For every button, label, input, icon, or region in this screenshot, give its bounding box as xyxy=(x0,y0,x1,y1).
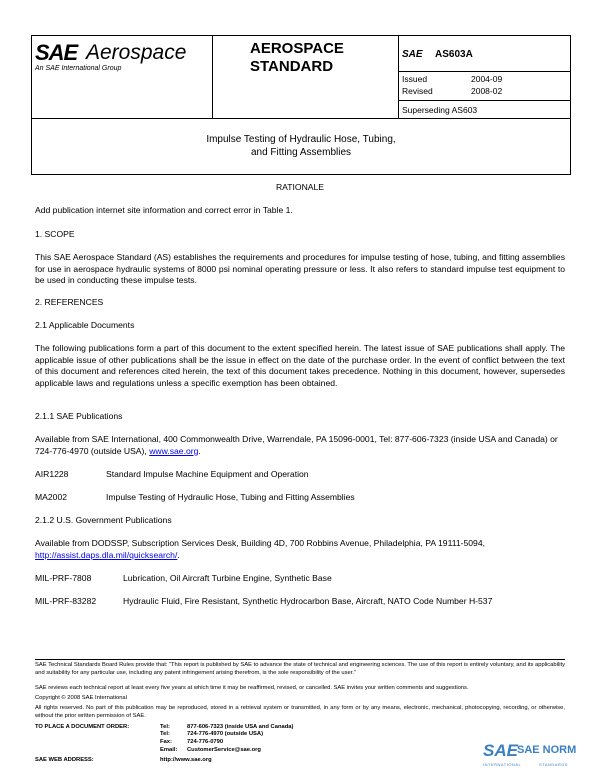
footer-review: SAE reviews each technical report at least every five years at which time it may be reaffirmed, revised, or cancelled. SAE invites your written comments and suggestions. xyxy=(35,685,469,691)
fax-label: Fax: xyxy=(160,739,172,745)
issued-label: Issued xyxy=(402,74,428,84)
reference-id: MA2002 xyxy=(35,492,68,502)
web-label: SAE WEB ADDRESS: xyxy=(35,757,94,763)
footer-divider xyxy=(35,659,565,660)
divider xyxy=(399,100,571,101)
document-title: Impulse Testing of Hydraulic Hose, Tubing, and Fitting Assemblies xyxy=(31,119,571,175)
footer-rules: SAE Technical Standards Board Rules provide that: “This report is published by SAE to advance the state of technical and engineering sciences. The use of this report is entirely voluntary, and its applicability and suitability for any particular use, including any patent infringement arising therefrom, is the sole responsibility of the user.” xyxy=(35,662,565,676)
norm-logo-norm: SAE NORM xyxy=(517,744,577,756)
reference-title: Impulse Testing of Hydraulic Hose, Tubing and Fitting Assemblies xyxy=(106,492,355,502)
gov-publications-text: Available from DODSSP, Subscription Services Desk, Building 4D, 700 Robbins Avenue, Philadelphia, PA 19111-5094, http://assist.daps.dla.mil/quicksearch/. xyxy=(35,538,486,560)
reference-id: AIR1228 xyxy=(35,469,69,479)
superseding: Superseding AS603 xyxy=(402,105,478,115)
rationale-heading: RATIONALE xyxy=(275,182,325,192)
revised-value: 2008-02 xyxy=(471,86,503,96)
standard-type-cell xyxy=(212,36,399,119)
aerospace-logo-text: Aerospace xyxy=(86,41,187,64)
issued-value: 2004-09 xyxy=(471,74,503,84)
footer-copyright: Copyright © 2008 SAE International xyxy=(35,695,127,701)
tel-value: 877-606-7323 (inside USA and Canada) xyxy=(187,724,294,730)
document-info-cell xyxy=(399,36,571,119)
gov-publications-heading: 2.1.2 U.S. Government Publications xyxy=(35,515,172,525)
norm-logo-sub1: INTERNATIONAL xyxy=(483,762,522,767)
doc-sae-mark: SAE xyxy=(402,49,423,60)
document-number: AS603A xyxy=(435,49,473,60)
norm-logo-sub2: STANDARDS xyxy=(539,762,568,767)
footer-rights: All rights reserved. No part of this publication may be reproduced, stored in a retrieval system or transmitted, in any form or by any means, electronic, mechanical, photocopying, recording, or otherwise, without the prior written permission of SAE. xyxy=(35,705,565,719)
order-label: TO PLACE A DOCUMENT ORDER: xyxy=(35,724,130,730)
references-heading: 2. REFERENCES xyxy=(35,297,104,307)
applicable-text: The following publications form a part of this document to the extent specified herein. The latest issue of SAE publications shall apply. The applicable issue of other publications shall be the issue in effect on the date of the purchase order. In the event of conflict between the text of this document and references cited herein, the text of this document takes precedence. Nothing in this document, however, supersedes applicable laws and regulations unless a specific exemption has been obtained. xyxy=(35,343,565,388)
assist-link[interactable]: http://assist.daps.dla.mil/quicksearch/ xyxy=(35,549,178,560)
tel-label: Tel: xyxy=(160,724,170,730)
divider xyxy=(399,71,571,72)
logo-subtitle: An SAE International Group xyxy=(35,65,122,72)
reference-title: Hydraulic Fluid, Fire Resistant, Synthetic Hydrocarbon Base, Aircraft, NATO Code Number H-537 xyxy=(123,596,493,606)
standard-type: AEROSPACE STANDARD xyxy=(250,40,344,75)
revised-label: Revised xyxy=(402,86,433,96)
reference-title: Lubrication, Oil Aircraft Turbine Engine, Synthetic Base xyxy=(123,573,332,583)
logo-cell xyxy=(32,36,213,119)
reference-id: MIL-PRF-83282 xyxy=(35,596,97,606)
email-label: Email: xyxy=(160,747,178,753)
tel2-label: Tel: xyxy=(160,731,170,737)
reference-id: MIL-PRF-7808 xyxy=(35,573,92,583)
scope-heading: 1. SCOPE xyxy=(35,229,75,239)
scope-text: This SAE Aerospace Standard (AS) establishes the requirements and procedures for impulse testing of hose, tubing, and fitting assemblies for use in aerospace hydraulic systems of 8000 psi nominal operating pressure or less. It also refers to standard impulse test equipment to be used in conducting these impulse tests. xyxy=(35,252,565,285)
sae-website-link[interactable]: www.sae.org xyxy=(149,445,199,456)
sae-norm-logo xyxy=(483,741,577,771)
sae-publications-heading: 2.1.1 SAE Publications xyxy=(35,411,123,421)
sae-logo: SAE xyxy=(35,40,78,65)
email-value[interactable]: CustomerService@sae.org xyxy=(187,747,261,753)
web-value[interactable]: http://www.sae.org xyxy=(160,757,212,763)
fax-value: 724-776-0790 xyxy=(187,739,224,745)
tel2-value: 724-776-4970 (outside USA) xyxy=(187,731,264,737)
sae-publications-text: Available from SAE International, 400 Commonwealth Drive, Warrendale, PA 15096-0001, Tel: 877-606-7323 (inside USA and Canada) or 724-776-4970 (outside USA), www.sae.org. xyxy=(35,434,558,456)
rationale-text: Add publication internet site information and correct error in Table 1. xyxy=(35,205,293,215)
document-header xyxy=(31,35,571,119)
reference-title: Standard Impulse Machine Equipment and Operation xyxy=(106,469,309,479)
applicable-heading: 2.1 Applicable Documents xyxy=(35,320,135,330)
norm-logo-sae: SAE xyxy=(483,741,518,760)
